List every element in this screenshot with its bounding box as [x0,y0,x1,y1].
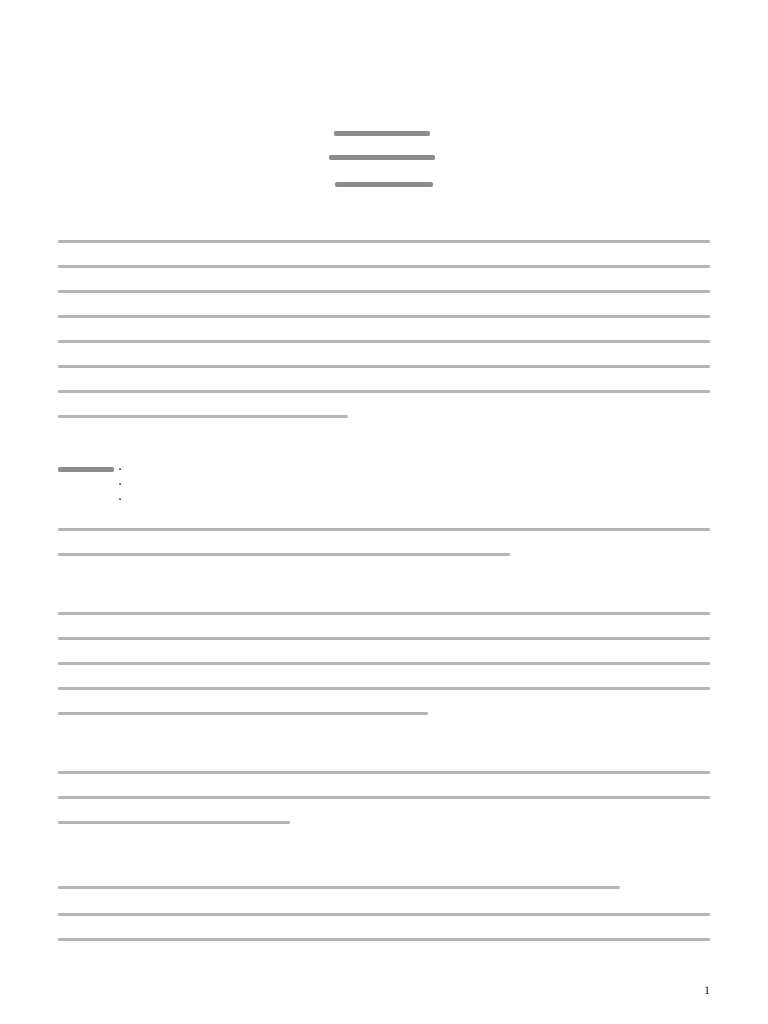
text-line [58,771,710,774]
text-line [58,240,710,243]
text-line [58,662,710,665]
text-line [58,553,510,556]
text-line [58,365,710,368]
text-line [58,315,710,318]
text-line [58,290,710,293]
text-line [58,415,348,418]
text-line [58,265,710,268]
text-line [58,712,428,715]
title-line-3 [335,182,433,187]
text-line [58,612,710,615]
salutation-ellipsis: . . . [118,459,123,504]
title-line-2 [329,155,435,160]
text-line [58,938,710,941]
page-number: 1 [704,983,710,997]
title-line-1 [334,131,430,136]
text-line [58,687,710,690]
text-line [58,821,290,824]
text-line [58,913,710,916]
text-line [58,886,620,889]
text-line [58,796,710,799]
text-line [58,528,710,531]
text-line [58,390,710,393]
text-line [58,340,710,343]
text-line [58,637,710,640]
salutation-word [58,467,114,472]
